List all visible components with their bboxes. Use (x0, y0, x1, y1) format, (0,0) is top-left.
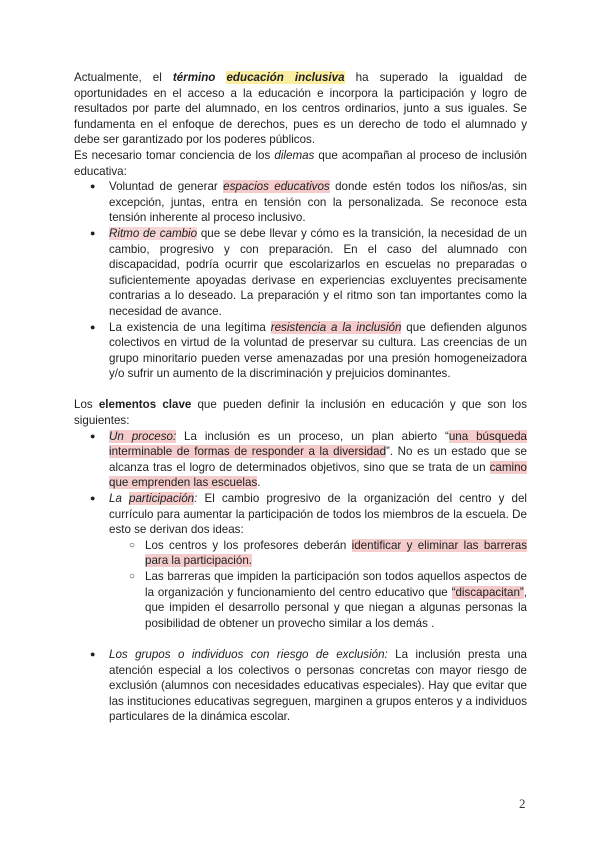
highlight-resistencia: resistencia a la inclusión (270, 320, 402, 334)
sublist-item (109, 569, 527, 631)
highlight-busqueda: una búsqueda interminable de formas de responder a la diversidad (109, 429, 527, 459)
participacion-sublist (109, 538, 527, 632)
label-participacion: participación (129, 492, 195, 506)
intro-paragraph (74, 70, 527, 148)
elementos-list-continued (74, 647, 527, 725)
item-text: La inclusión presta una atención especial a los colectivos o personas concretas con mayor riesgo de exclusión (alumnos con necesidades educativas especiales). Hay que evitar que las instituciones educativas segreguen, marginen a grupos enteros y a individuos particulares de la dinámica escolar. (109, 647, 527, 724)
dilemas-intro-text: Es necesario tomar conciencia de los (74, 148, 275, 162)
intro-text: Actualmente, el (74, 71, 173, 84)
item-text: El cambio progresivo de la organización del centro y del currículo para aumentar la participación de todos los miembros de la escuela. De esto se derivan dos ideas: (109, 492, 527, 537)
item-text: La inclusión es un proceso, un plan abierto “ (176, 429, 449, 443)
list-item (74, 226, 527, 320)
highlight-identificar-barreras: identificar y eliminar las barreras para la participación. (145, 538, 527, 568)
dilemas-list (74, 179, 527, 382)
elementos-intro-text: Los (74, 398, 99, 412)
spacer (74, 382, 527, 398)
item-text: Los centros y los profesores deberán (145, 538, 352, 552)
label-un-proceso: Un proceso: (109, 429, 177, 443)
highlight-educacion-inclusiva: educación inclusiva (226, 71, 345, 84)
highlight-espacios-educativos: espacios educativos (223, 180, 330, 194)
list-item (74, 179, 527, 226)
document-body (74, 70, 527, 725)
label-la: La (109, 492, 130, 506)
item-text: La existencia de una legítima (109, 320, 271, 334)
highlight-camino: camino que emprenden las escuelas (109, 460, 527, 490)
list-item (74, 320, 527, 382)
elementos-list (74, 429, 527, 632)
item-text: donde estén todos los niños/as, sin excepción, juntas, entra en tensión con la personalizada. Se reconoce esta tensión inherente al proceso inclusivo. (109, 180, 528, 225)
list-item-grupos (74, 647, 527, 725)
elementos-intro (74, 397, 527, 428)
sublist-item (109, 538, 527, 569)
space (215, 71, 226, 84)
intro-text-rest: ha superado la igualdad de oportunidades en el acceso a la educación e incorpora la participación y logro de resultados por parte del alumnado, en los centros ordinarios, junto a sus iguales. Se fundamenta en el enfoque de derechos, pues es un derecho de todo el alumnado y debe ser garantizado por los poderes públicos. (74, 71, 527, 147)
highlight-discapacitan: “discapacitan” (451, 585, 524, 599)
dilemas-intro-rest: que acompañan al proceso de inclusión educativa: (74, 148, 527, 178)
term-word: término (172, 71, 216, 84)
item-text: , que impiden el desarrollo personal y que niegan a algunas personas la posibilidad de obtener un provecho similar a los demás . (145, 585, 527, 630)
spacer (74, 631, 527, 647)
item-text: Voluntad de generar (109, 180, 224, 194)
dilemas-intro (74, 148, 527, 179)
item-text: Las barreras que impiden la participación son todos aquellos aspectos de la organización y funcionamiento del centro educativo que (145, 570, 527, 599)
label-colon: : (194, 492, 198, 506)
item-text: que defienden algunos colectivos en virtud de la voluntad de preservar su cultura. Las creencias de un grupo minoritario pueden verse amenazadas por una presión homogeneizadora y/o sufrir un aumento de la discriminación y prejuicios dominantes. (109, 320, 527, 381)
item-text: . (257, 476, 261, 490)
item-text: ”. No es un estado que se alcanza tras el logro de determinados objetivos, sino que se trata de un (109, 445, 527, 474)
highlight-ritmo-de-cambio: Ritmo de cambio (109, 226, 198, 240)
label-grupos: Los grupos o individuos con riesgo de exclusión: (109, 647, 388, 661)
list-item-participacion (74, 491, 527, 631)
item-text: que se debe llevar y cómo es la transición, la necesidad de un cambio, progresivo y con preparación. En el caso del alumnado con discapacidad, podría ocurrir que escolarizarlos en escuelas no preparadas o suficientemente apoyadas derivase en experiencias excluyentes precisamente contrarias a lo deseado. La preparación y el ritmo son tan importantes como la necesidad de avance. (109, 226, 527, 318)
page-number: 2 (519, 796, 526, 811)
elementos-intro-rest: que pueden definir la inclusión en educación y que son los siguientes: (74, 398, 527, 428)
elementos-clave-word: elementos clave (98, 398, 192, 412)
dilemas-word: dilemas (274, 148, 315, 162)
list-item-proceso (74, 429, 527, 491)
